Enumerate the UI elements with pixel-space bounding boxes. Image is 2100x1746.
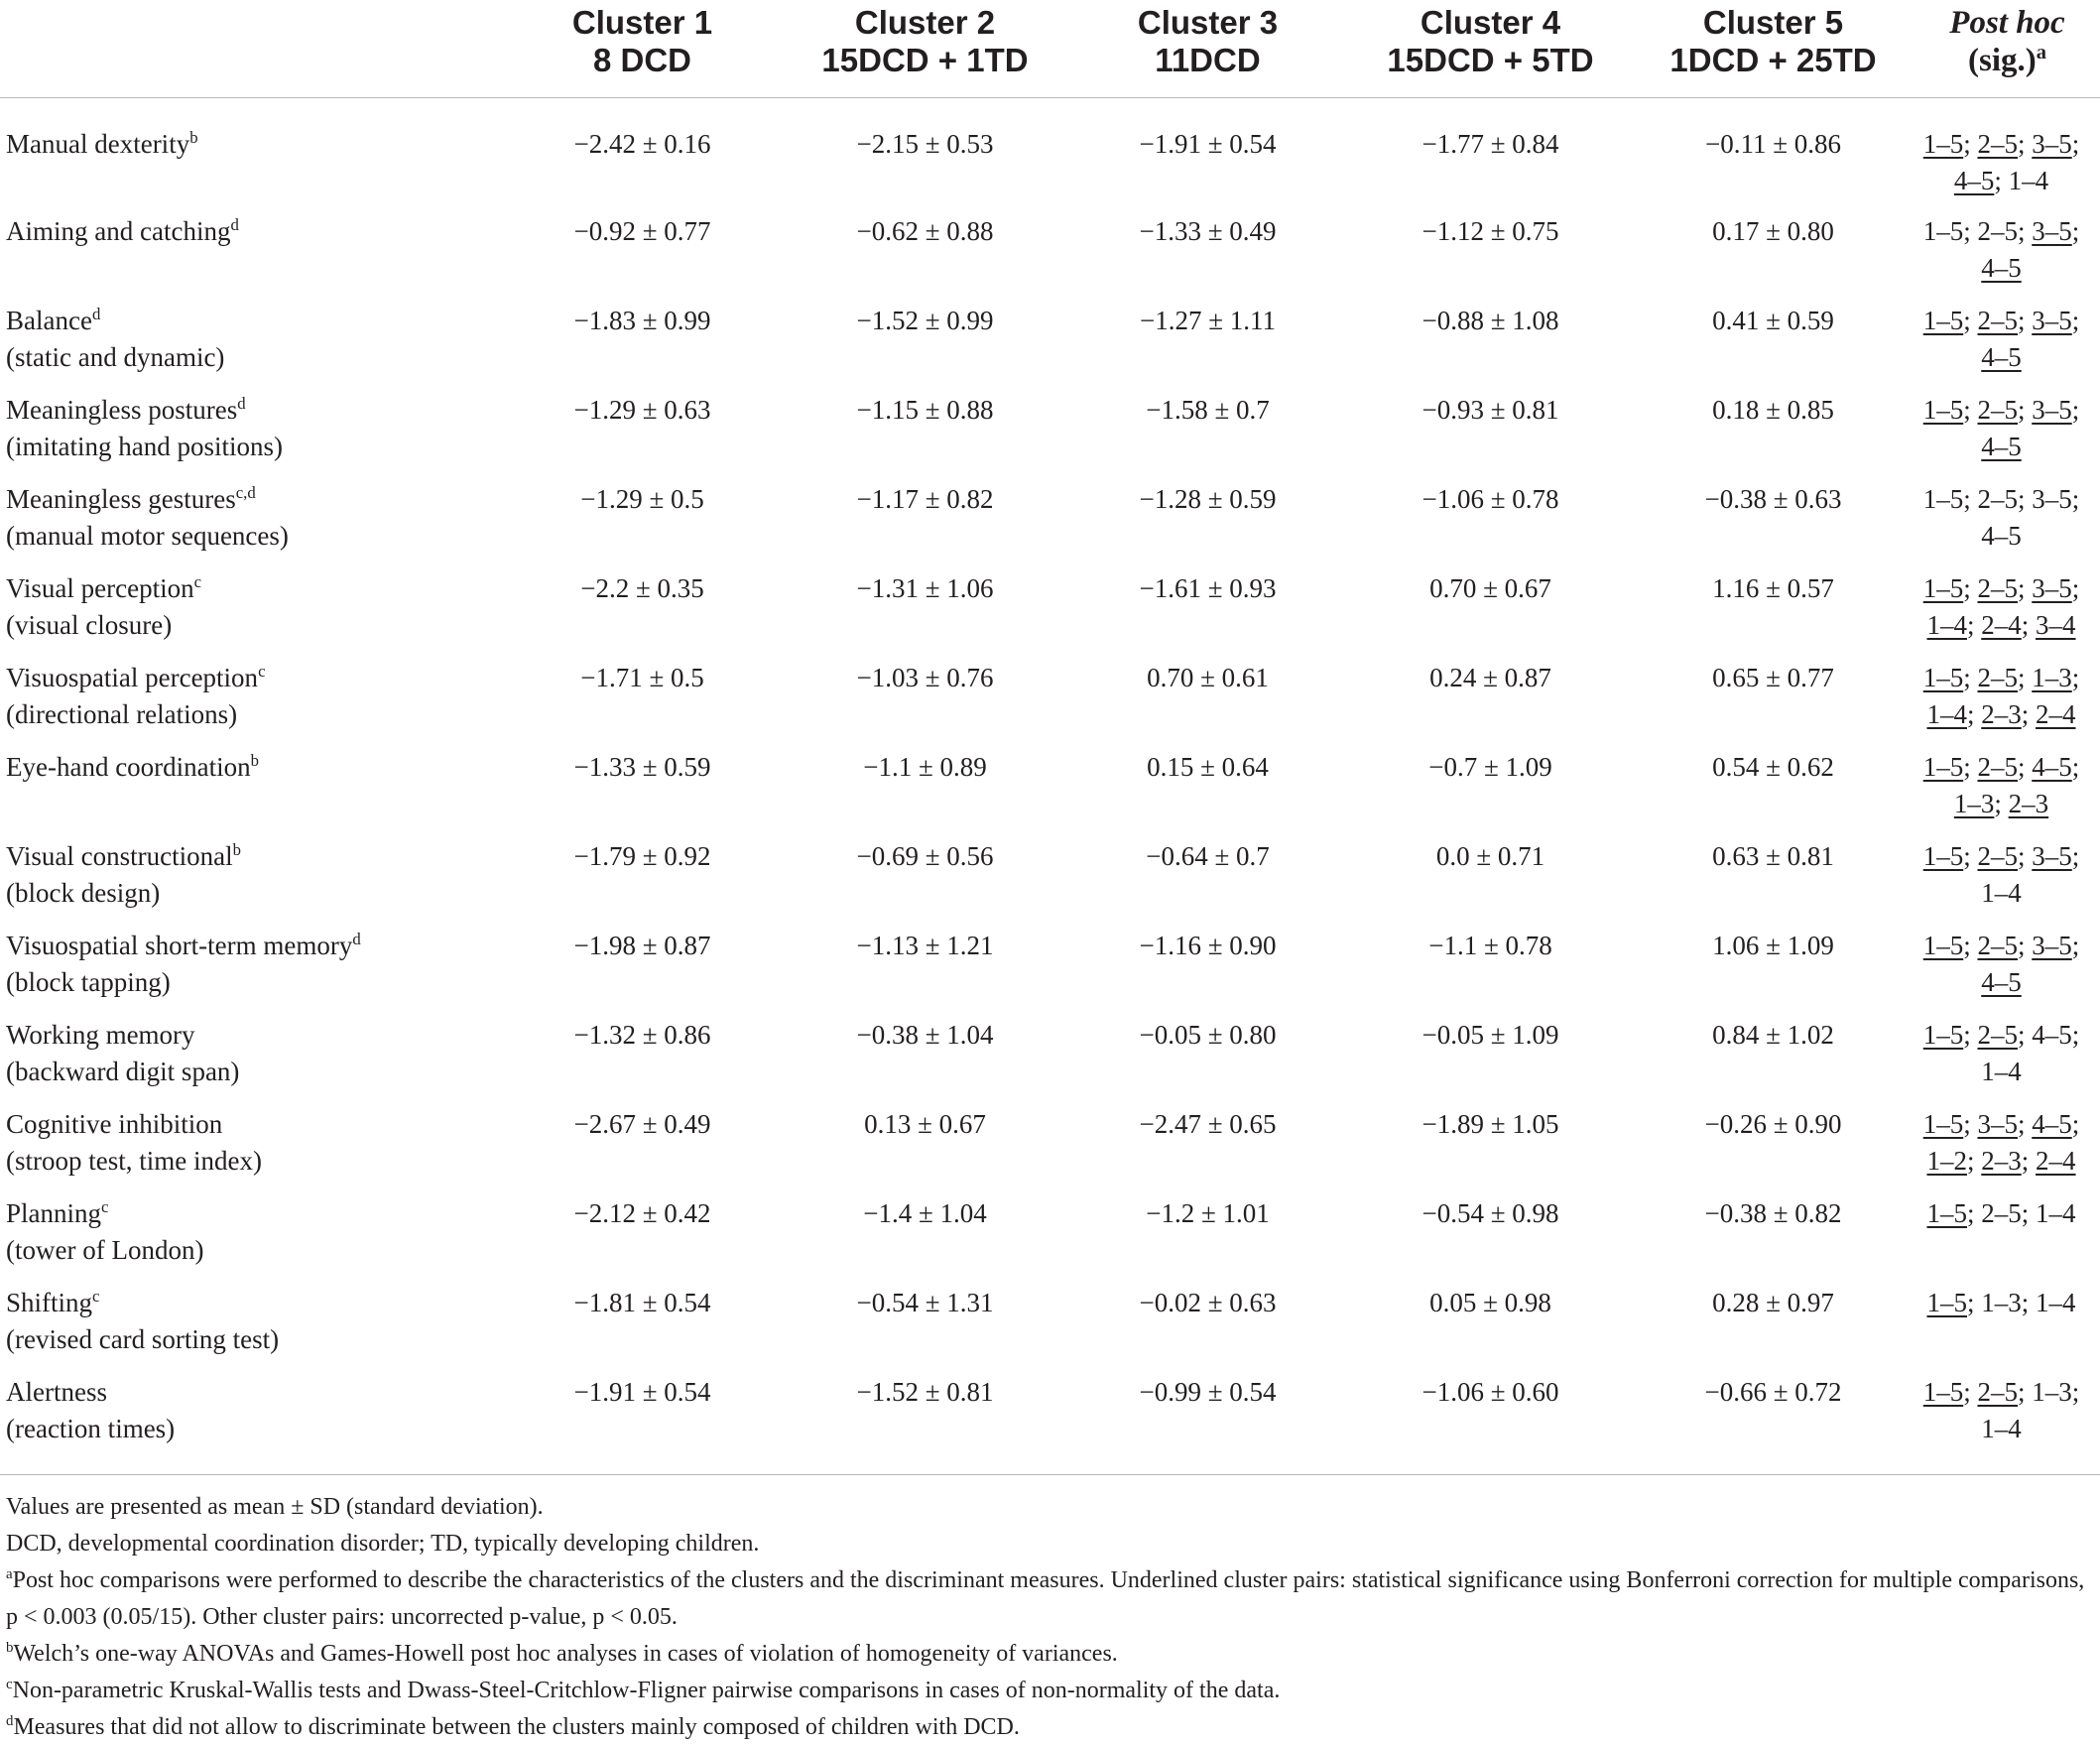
cluster-5-value: 0.65 ± 0.77 [1712,663,1834,692]
cluster-3-value: −1.2 ± 1.01 [1146,1198,1270,1228]
cluster-name: Cluster 4 [1420,4,1561,41]
cluster-1-value: −1.29 ± 0.5 [580,484,704,514]
posthoc-text: ; [1963,129,1978,159]
measure-sublabel: (imitating hand positions) [6,432,283,461]
significant-pair: 2–3 [2008,789,2049,818]
header-cluster-5 [1632,0,1915,98]
table-row [0,1360,2100,1469]
measure-sublabel: (directional relations) [6,699,238,729]
cluster-5-value: 0.17 ± 0.80 [1712,216,1834,246]
significant-pair: 4–5 [1981,432,2022,461]
posthoc-text: ; 1–3; 1–4 [1966,1288,2076,1317]
cluster-4-value: 0.24 ± 0.87 [1429,663,1551,692]
cluster-4-value: −0.05 ± 1.09 [1421,1020,1559,1050]
posthoc-text: ; [1994,789,2009,818]
cluster-4-value: −0.7 ± 1.09 [1428,752,1552,782]
measure-cell [0,646,501,735]
cluster-5-value: 0.18 ± 0.85 [1712,395,1834,425]
measure-sublabel: (revised card sorting test) [6,1324,280,1354]
significant-pair: 2–4 [2036,699,2076,729]
posthoc-text: ; [1963,752,1978,782]
table-row [0,1092,2100,1182]
measure-cell [0,199,501,289]
footnote-marker: c [101,1197,109,1216]
significant-pair: 3–5 [2032,129,2072,159]
footnote-marker: c [258,662,266,681]
cluster-5-value: −0.38 ± 0.82 [1704,1198,1842,1228]
cluster-1-value: −2.2 ± 0.35 [580,573,704,603]
measure-label: Meaningless gestures [6,484,236,514]
significant-pair: 1–5 [1922,931,1964,960]
posthoc-cell [1915,735,2100,824]
posthoc-text: ; [2017,1109,2033,1139]
footnote-marker: d [230,215,239,234]
cluster-2-value: −2.15 ± 0.53 [856,129,994,159]
cluster-3-value: −1.16 ± 0.90 [1139,931,1277,960]
table-row [0,914,2100,1003]
cluster-composition: 1DCD + 25TD [1669,42,1877,78]
cluster-1-value: −1.91 ± 0.54 [573,1377,711,1407]
cluster-4-value: 0.70 ± 0.67 [1429,573,1551,603]
cluster-composition: 15DCD + 5TD [1387,42,1594,78]
cluster-3-value: 0.15 ± 0.64 [1147,752,1269,782]
footnote-text: Measures that did not allow to discriminate between the clusters mainly composed of children with DCD. [13,1714,1020,1740]
footnote-marker: d [237,394,246,413]
significant-pair: 1–5 [1922,306,1964,335]
cluster-2-value: −0.62 ± 0.88 [856,216,994,246]
cluster-4-value: −0.54 ± 0.98 [1421,1198,1559,1228]
measure-cell [0,735,501,824]
footnote [0,1489,2100,1526]
measure-label: Visual constructional [6,841,233,871]
cluster-name: Cluster 3 [1137,4,1279,41]
measure-sublabel: (block design) [6,878,161,908]
measure-label: Aiming and catching [6,216,231,246]
footnote-text: Values are presented as mean ± SD (standard deviation). [6,1494,544,1520]
posthoc-text: ; [1966,1146,1982,1176]
cluster-3-value: −1.27 ± 1.11 [1139,306,1277,335]
significant-pair: 2–5 [1977,752,2018,782]
table-row [0,646,2100,735]
measure-cell [0,557,501,646]
significant-pair: 2–5 [1977,573,2018,603]
cluster-2-value: −1.03 ± 0.76 [856,663,994,692]
footnote [0,1673,2100,1709]
measure-label: Planning [6,1198,102,1228]
posthoc-text: ; [2017,306,2033,335]
posthoc-text: ; [1963,841,1978,871]
posthoc-text: ; [2017,395,2033,425]
posthoc-cell [1915,1003,2100,1092]
posthoc-text: ; [2017,129,2033,159]
significant-pair: 1–5 [1922,1109,1964,1139]
posthoc-text: ; [2021,1146,2037,1176]
measure-label: Manual dexterity [6,129,190,159]
measure-sublabel: (manual motor sequences) [6,521,289,551]
posthoc-text: ; [2017,841,2033,871]
significant-pair: 1–5 [1922,1377,1964,1407]
measure-sublabel: (block tapping) [6,967,171,997]
posthoc-text: ; [1963,395,1978,425]
cluster-3-value: −0.02 ± 0.63 [1139,1288,1277,1317]
posthoc-sig [1915,42,2100,79]
cluster-4-value: −1.06 ± 0.78 [1421,484,1559,514]
cluster-2-value: −1.52 ± 0.81 [856,1377,994,1407]
posthoc-text: ; [2017,931,2033,960]
table-row [0,1271,2100,1360]
significant-pair: 1–5 [1922,129,1964,159]
footnote-marker: d [6,1713,14,1729]
cluster-3-value: −1.91 ± 0.54 [1139,129,1277,159]
measure-label: Alertness [6,1377,107,1407]
posthoc-text: ; [1966,699,1982,729]
significant-pair: 3–5 [2032,395,2072,425]
cluster-4-value: −1.12 ± 0.75 [1421,216,1559,246]
posthoc-text: ; [2017,573,2033,603]
header-cluster-3 [1066,0,1349,98]
cluster-2-value: −1.52 ± 0.99 [856,306,994,335]
cluster-1-value: −0.92 ± 0.77 [573,216,711,246]
cluster-4-value: −1.77 ± 0.84 [1421,129,1559,159]
measure-sublabel: (reaction times) [6,1414,176,1443]
posthoc-text: ; 1–4 [1994,166,2049,195]
posthoc-text: ; [1963,573,1978,603]
cluster-2-value: −0.69 ± 0.56 [856,841,994,871]
cluster-1-value: −1.79 ± 0.92 [573,841,711,871]
posthoc-cell [1915,1092,2100,1182]
significant-pair: 1–4 [1926,610,1967,640]
cluster-5-value: 1.16 ± 0.57 [1712,573,1834,603]
cluster-composition: 11DCD [1155,42,1261,78]
posthoc-text: 1–5; 2–5; [1922,216,2033,246]
posthoc-text: ; [2017,752,2033,782]
measure-label: Balance [6,306,92,335]
footnote-marker: b [250,751,260,770]
significant-pair: 2–5 [1977,395,2018,425]
cluster-5-value: −0.26 ± 0.90 [1704,1109,1842,1139]
significant-pair: 2–4 [1981,610,2022,640]
table-row [0,378,2100,467]
posthoc-text: ; [1963,306,1978,335]
cluster-2-value: −1.4 ± 1.04 [863,1198,987,1228]
table-row [0,199,2100,289]
measure-label: Working memory [6,1020,195,1050]
posthoc-cell [1915,467,2100,557]
significant-pair: 2–3 [1981,1146,2022,1176]
cluster-3-value: −1.58 ± 0.7 [1146,395,1270,425]
measure-cell [0,1092,501,1182]
cluster-1-value: −1.98 ± 0.87 [573,931,711,960]
measure-cell [0,824,501,914]
cluster-4-value: 0.05 ± 0.98 [1429,1288,1551,1317]
measure-sublabel: (backward digit span) [6,1057,240,1086]
posthoc-cell [1915,378,2100,467]
measure-label: Eye-hand coordination [6,752,251,782]
cluster-5-value: 0.41 ± 0.59 [1712,306,1834,335]
header-cluster-2 [784,0,1066,98]
posthoc-text: ; [2071,752,2080,782]
cluster-2-value: −1.15 ± 0.88 [856,395,994,425]
cluster-5-value: 0.28 ± 0.97 [1712,1288,1834,1317]
cluster-name: Cluster 1 [571,4,713,41]
cluster-1-value: −1.29 ± 0.63 [573,395,711,425]
measure-label: Shifting [6,1288,93,1317]
significant-pair: 4–5 [1981,253,2022,283]
cluster-2-value: −1.13 ± 1.21 [856,931,994,960]
significant-pair: 1–5 [1922,752,1964,782]
table-header-row [0,0,2100,98]
posthoc-sig-text: (sig.) [1968,43,2037,78]
significant-pair: 4–5 [1981,342,2022,372]
posthoc-cell [1915,289,2100,378]
posthoc-cell [1915,199,2100,289]
cluster-2-value: −1.17 ± 0.82 [856,484,994,514]
cluster-5-value: 0.54 ± 0.62 [1712,752,1834,782]
header-cluster-1 [501,0,784,98]
significant-pair: 2–3 [1981,699,2022,729]
cluster-2-value: −1.31 ± 1.06 [856,573,994,603]
significant-pair: 1–5 [1926,1198,1967,1228]
cluster-3-value: −1.33 ± 0.49 [1139,216,1277,246]
cluster-4-value: −0.88 ± 1.08 [1421,306,1559,335]
significant-pair: 1–4 [1926,699,1967,729]
table-row [0,1182,2100,1271]
measure-cell [0,378,501,467]
significant-pair: 3–4 [2036,610,2076,640]
posthoc-cell [1915,646,2100,735]
significant-pair: 3–5 [2032,573,2072,603]
cluster-3-value: −2.47 ± 0.65 [1139,1109,1277,1139]
posthoc-cell [1915,914,2100,1003]
posthoc-cell [1915,1182,2100,1271]
cluster-5-value: −0.38 ± 0.63 [1704,484,1842,514]
significant-pair: 1–5 [1922,1020,1964,1050]
cluster-1-value: −1.32 ± 0.86 [573,1020,711,1050]
posthoc-text: ; [1963,931,1978,960]
cluster-5-value: −0.11 ± 0.86 [1704,129,1842,159]
table-row [0,557,2100,646]
header-measure [0,0,501,98]
posthoc-text: ; [2017,663,2033,692]
posthoc-title: Post hoc [1949,5,2065,41]
posthoc-text: 1–5; 2–5; 3–5; 4–5 [1922,484,2080,551]
significant-pair: 3–5 [2032,841,2072,871]
measure-label: Cognitive inhibition [6,1109,223,1139]
cluster-4-value: −1.06 ± 0.60 [1421,1377,1559,1407]
footnote-marker: c [193,572,202,591]
measure-label: Visual perception [6,573,194,603]
measure-label: Visuospatial perception [6,663,259,692]
footnote-marker: d [352,930,361,948]
measure-cell [0,467,501,557]
footnote-marker: c,d [235,483,256,502]
posthoc-text: ; [2071,663,2080,692]
significant-pair: 3–5 [2032,306,2072,335]
measure-sublabel: (tower of London) [6,1235,204,1265]
footnote-marker: b [189,128,198,147]
posthoc-text: ; 2–5; 1–4 [1966,1198,2076,1228]
significant-pair: 2–5 [1977,931,2018,960]
cluster-4-value: 0.0 ± 0.71 [1435,841,1545,871]
significant-pair: 1–5 [1922,841,1964,871]
cluster-5-value: −0.66 ± 0.72 [1704,1377,1842,1407]
posthoc-text: ; [1963,663,1978,692]
posthoc-text: ; 1–4 [1981,841,2080,908]
measure-label: Visuospatial short-term memory [6,931,353,960]
posthoc-text: ; [1963,1377,1978,1407]
cluster-4-value: −0.93 ± 0.81 [1421,395,1559,425]
measure-cell [0,1360,501,1469]
significant-pair: 1–2 [1926,1146,1967,1176]
cluster-1-value: −2.67 ± 0.49 [573,1109,711,1139]
posthoc-cell [1915,1271,2100,1360]
footnote-marker: b [6,1640,14,1656]
footnote-marker: a [6,1566,13,1582]
cluster-1-value: −2.12 ± 0.42 [573,1198,711,1228]
posthoc-text: ; 1–3; 1–4 [1981,1377,2080,1443]
cluster-5-value: 0.84 ± 1.02 [1712,1020,1834,1050]
significant-pair: 2–4 [2036,1146,2076,1176]
cluster-composition: 8 DCD [592,42,692,78]
table-row [0,98,2100,200]
significant-pair: 1–5 [1926,1288,1967,1317]
cluster-1-value: −1.83 ± 0.99 [573,306,711,335]
significant-pair: 1–5 [1922,663,1964,692]
posthoc-text: ; [1963,1020,1978,1050]
posthoc-text: ; [2071,306,2080,335]
footnote-marker: d [91,305,101,323]
cluster-1-value: −1.33 ± 0.59 [573,752,711,782]
posthoc-text: ; [2071,1109,2080,1139]
footnote [0,1562,2100,1636]
significant-pair: 4–5 [1981,967,2022,997]
cluster-2-value: −0.38 ± 1.04 [856,1020,994,1050]
significant-pair: 3–5 [2032,216,2072,246]
posthoc-text: ; [2071,129,2080,159]
footnote-text: Non-parametric Kruskal-Wallis tests and Dwass-Steel-Critchlow-Fligner pairwise comparisons in cases of non-normality of the data. [12,1678,1281,1703]
footnote-marker: a [2036,42,2046,63]
significant-pair: 4–5 [2032,1109,2072,1139]
table-row [0,824,2100,914]
footnote-marker: c [6,1677,13,1692]
posthoc-text: ; [2071,216,2080,246]
posthoc-cell [1915,1360,2100,1469]
posthoc-text: ; [2071,931,2080,960]
posthoc-text: ; [2071,395,2080,425]
table-footnotes [0,1474,2100,1746]
cluster-4-value: −1.89 ± 1.05 [1421,1109,1559,1139]
posthoc-text: ; [2021,610,2037,640]
footnote [0,1636,2100,1673]
significant-pair: 1–3 [1953,789,1995,818]
posthoc-text: ; [2021,699,2037,729]
cluster-2-value: −1.1 ± 0.89 [863,752,987,782]
posthoc-text: ; [1966,610,1982,640]
footnote-marker: b [232,840,241,859]
measure-cell [0,1271,501,1360]
posthoc-cell [1915,824,2100,914]
measure-cell [0,914,501,1003]
measure-cell [0,1003,501,1092]
cluster-3-value: 0.70 ± 0.61 [1147,663,1269,692]
footnote-text: DCD, developmental coordination disorder; TD, typically developing children. [6,1531,760,1557]
table-row [0,289,2100,378]
cluster-3-value: −0.99 ± 0.54 [1139,1377,1277,1407]
measure-sublabel: (static and dynamic) [6,342,225,372]
significant-pair: 3–5 [2032,931,2072,960]
measure-sublabel: (visual closure) [6,610,173,640]
significant-pair: 2–5 [1977,663,2018,692]
header-cluster-4 [1349,0,1632,98]
significant-pair: 1–5 [1922,573,1964,603]
cluster-2-value: −0.54 ± 1.31 [856,1288,994,1317]
cluster-5-value: 1.06 ± 1.09 [1712,931,1834,960]
measure-sublabel: (stroop test, time index) [6,1146,262,1176]
posthoc-text: ; 4–5; 1–4 [1981,1020,2080,1086]
significant-pair: 1–3 [2032,663,2072,692]
significant-pair: 2–5 [1977,1020,2018,1050]
posthoc-text: ; [1963,1109,1978,1139]
cluster-1-value: −1.71 ± 0.5 [580,663,704,692]
cluster-3-value: −0.05 ± 0.80 [1139,1020,1277,1050]
posthoc-cell [1915,98,2100,200]
footnote [0,1709,2100,1746]
table-body [0,98,2100,1470]
posthoc-cell [1915,557,2100,646]
cluster-2-value: 0.13 ± 0.67 [864,1109,986,1139]
significant-pair: 4–5 [1953,166,1995,195]
cluster-3-value: −1.61 ± 0.93 [1139,573,1277,603]
cluster-1-value: −2.42 ± 0.16 [573,129,711,159]
cluster-name: Cluster 2 [854,4,996,41]
significant-pair: 2–5 [1977,1377,2018,1407]
footnote [0,1526,2100,1562]
cluster-1-value: −1.81 ± 0.54 [573,1288,711,1317]
significant-pair: 3–5 [1977,1109,2018,1139]
footnote-text: Welch’s one-way ANOVAs and Games-Howell post hoc analyses in cases of violation of homogeneity of variances. [13,1641,1118,1667]
cluster-5-value: 0.63 ± 0.81 [1712,841,1834,871]
measure-cell [0,98,501,200]
significant-pair: 1–5 [1922,395,1964,425]
header-posthoc [1915,0,2100,98]
footnote-text: Post hoc comparisons were performed to describe the characteristics of the clusters and the discriminant measures. Underlined cluster pairs: statistical significance using Bonferroni correction for multiple comparisons, p < 0.003 (0.05/15). Other cluster pairs: uncorrected p-value, p < 0.05. [6,1567,2085,1630]
measure-cell [0,289,501,378]
significant-pair: 2–5 [1977,306,2018,335]
significant-pair: 4–5 [2032,752,2072,782]
posthoc-text: ; [2071,573,2080,603]
table-row [0,735,2100,824]
measure-cell [0,1182,501,1271]
table-row [0,1003,2100,1092]
cluster-4-value: −1.1 ± 0.78 [1428,931,1552,960]
table-row [0,467,2100,557]
footnote-marker: c [92,1287,100,1306]
cluster-3-value: −0.64 ± 0.7 [1146,841,1270,871]
cluster-name: Cluster 5 [1702,4,1844,41]
cluster-3-value: −1.28 ± 0.59 [1139,484,1277,514]
measure-label: Meaningless postures [6,395,238,425]
significant-pair: 2–5 [1977,129,2018,159]
significant-pair: 2–5 [1977,841,2018,871]
cluster-composition: 15DCD + 1TD [821,42,1029,78]
